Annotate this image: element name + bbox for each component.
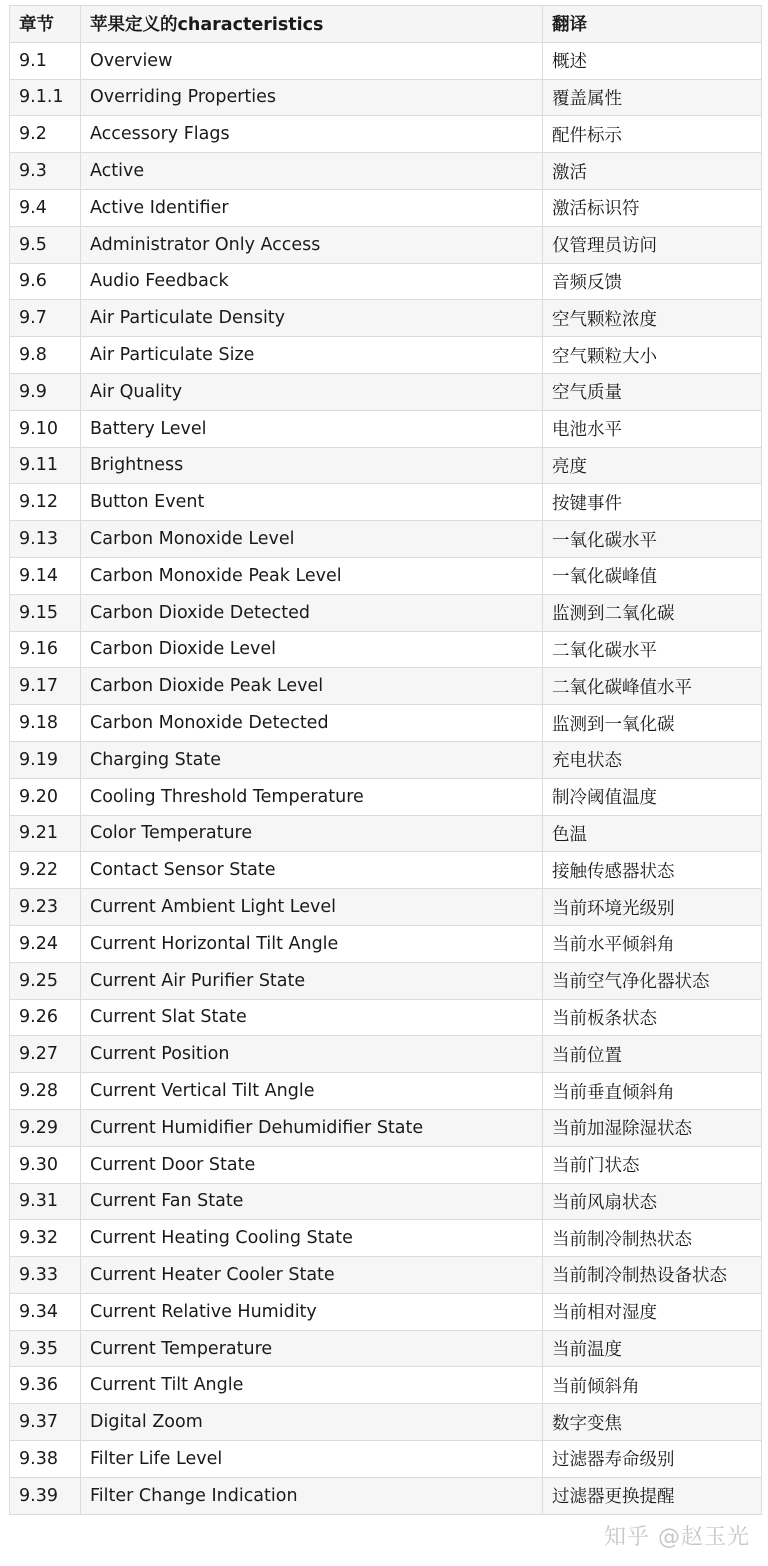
cell-chapter: 9.29: [10, 1109, 81, 1146]
cell-characteristic: Audio Feedback: [81, 263, 543, 300]
cell-translation: 当前环境光级别: [543, 889, 762, 926]
cell-chapter: 9.13: [10, 521, 81, 558]
table-row: [10, 1330, 762, 1367]
cell-chapter: 9.34: [10, 1293, 81, 1330]
cell-translation: 当前位置: [543, 1036, 762, 1073]
cell-characteristic: Active Identifier: [81, 189, 543, 226]
cell-characteristic: Current Slat State: [81, 999, 543, 1036]
cell-characteristic: Carbon Monoxide Detected: [81, 705, 543, 742]
cell-chapter: 9.10: [10, 410, 81, 447]
table-row: [10, 815, 762, 852]
cell-chapter: 9.30: [10, 1146, 81, 1183]
header-characteristic: 苹果定义的characteristics: [81, 6, 543, 43]
cell-translation: 充电状态: [543, 741, 762, 778]
cell-translation: 当前制冷制热状态: [543, 1220, 762, 1257]
cell-chapter: 9.38: [10, 1441, 81, 1478]
cell-translation: 仅管理员访问: [543, 226, 762, 263]
cell-chapter: 9.16: [10, 631, 81, 668]
table-row: [10, 1073, 762, 1110]
cell-translation: 监测到一氧化碳: [543, 705, 762, 742]
table-row: [10, 999, 762, 1036]
table-row: [10, 741, 762, 778]
cell-translation: 按键事件: [543, 484, 762, 521]
table-row: [10, 1109, 762, 1146]
table-row: [10, 447, 762, 484]
table-row: [10, 189, 762, 226]
cell-chapter: 9.26: [10, 999, 81, 1036]
cell-characteristic: Current Tilt Angle: [81, 1367, 543, 1404]
cell-translation: 色温: [543, 815, 762, 852]
table-row: [10, 852, 762, 889]
cell-translation: 当前风扇状态: [543, 1183, 762, 1220]
cell-chapter: 9.37: [10, 1404, 81, 1441]
cell-characteristic: Filter Change Indication: [81, 1477, 543, 1514]
table-row: [10, 116, 762, 153]
table-row: [10, 300, 762, 337]
cell-translation: 过滤器更换提醒: [543, 1477, 762, 1514]
cell-translation: 当前相对湿度: [543, 1293, 762, 1330]
table-row: [10, 1220, 762, 1257]
cell-chapter: 9.1.1: [10, 79, 81, 116]
table-row: [10, 594, 762, 631]
cell-translation: 一氧化碳水平: [543, 521, 762, 558]
cell-chapter: 9.32: [10, 1220, 81, 1257]
cell-translation: 音频反馈: [543, 263, 762, 300]
cell-characteristic: Overriding Properties: [81, 79, 543, 116]
cell-chapter: 9.20: [10, 778, 81, 815]
cell-chapter: 9.25: [10, 962, 81, 999]
table-row: [10, 337, 762, 374]
cell-characteristic: Digital Zoom: [81, 1404, 543, 1441]
cell-characteristic: Carbon Monoxide Level: [81, 521, 543, 558]
cell-characteristic: Current Heating Cooling State: [81, 1220, 543, 1257]
cell-translation: 数字变焦: [543, 1404, 762, 1441]
cell-translation: 亮度: [543, 447, 762, 484]
cell-chapter: 9.12: [10, 484, 81, 521]
cell-characteristic: Current Temperature: [81, 1330, 543, 1367]
cell-characteristic: Cooling Threshold Temperature: [81, 778, 543, 815]
cell-translation: 制冷阈值温度: [543, 778, 762, 815]
cell-translation: 激活标识符: [543, 189, 762, 226]
cell-translation: 二氧化碳水平: [543, 631, 762, 668]
cell-translation: 空气质量: [543, 373, 762, 410]
cell-chapter: 9.27: [10, 1036, 81, 1073]
cell-chapter: 9.21: [10, 815, 81, 852]
header-translation: 翻译: [543, 6, 762, 43]
cell-characteristic: Current Vertical Tilt Angle: [81, 1073, 543, 1110]
cell-translation: 当前空气净化器状态: [543, 962, 762, 999]
cell-translation: 一氧化碳峰值: [543, 557, 762, 594]
table-row: [10, 1183, 762, 1220]
table-row: [10, 1146, 762, 1183]
cell-characteristic: Carbon Dioxide Level: [81, 631, 543, 668]
cell-characteristic: Current Heater Cooler State: [81, 1257, 543, 1294]
cell-translation: 激活: [543, 153, 762, 190]
cell-characteristic: Brightness: [81, 447, 543, 484]
cell-chapter: 9.9: [10, 373, 81, 410]
cell-chapter: 9.17: [10, 668, 81, 705]
table-row: [10, 557, 762, 594]
cell-characteristic: Contact Sensor State: [81, 852, 543, 889]
cell-chapter: 9.6: [10, 263, 81, 300]
table-row: [10, 226, 762, 263]
cell-translation: 当前温度: [543, 1330, 762, 1367]
cell-translation: 当前门状态: [543, 1146, 762, 1183]
table-row: [10, 925, 762, 962]
cell-translation: 当前制冷制热设备状态: [543, 1257, 762, 1294]
cell-translation: 二氧化碳峰值水平: [543, 668, 762, 705]
cell-characteristic: Current Humidifier Dehumidifier State: [81, 1109, 543, 1146]
cell-characteristic: Air Quality: [81, 373, 543, 410]
cell-translation: 监测到二氧化碳: [543, 594, 762, 631]
cell-characteristic: Administrator Only Access: [81, 226, 543, 263]
cell-chapter: 9.18: [10, 705, 81, 742]
cell-characteristic: Current Door State: [81, 1146, 543, 1183]
cell-translation: 概述: [543, 42, 762, 79]
table-row: [10, 263, 762, 300]
header-chapter: 章节: [10, 6, 81, 43]
table-row: [10, 373, 762, 410]
cell-chapter: 9.4: [10, 189, 81, 226]
cell-characteristic: Color Temperature: [81, 815, 543, 852]
cell-chapter: 9.28: [10, 1073, 81, 1110]
cell-chapter: 9.11: [10, 447, 81, 484]
table-row: [10, 153, 762, 190]
cell-characteristic: Current Ambient Light Level: [81, 889, 543, 926]
cell-characteristic: Carbon Monoxide Peak Level: [81, 557, 543, 594]
cell-characteristic: Current Horizontal Tilt Angle: [81, 925, 543, 962]
cell-translation: 当前倾斜角: [543, 1367, 762, 1404]
cell-translation: 接触传感器状态: [543, 852, 762, 889]
cell-characteristic: Carbon Dioxide Peak Level: [81, 668, 543, 705]
cell-chapter: 9.31: [10, 1183, 81, 1220]
cell-translation: 电池水平: [543, 410, 762, 447]
cell-chapter: 9.36: [10, 1367, 81, 1404]
table-row: [10, 410, 762, 447]
cell-translation: 当前板条状态: [543, 999, 762, 1036]
table-row: [10, 1257, 762, 1294]
cell-translation: 空气颗粒大小: [543, 337, 762, 374]
cell-chapter: 9.3: [10, 153, 81, 190]
table-row: [10, 484, 762, 521]
table-header: [10, 6, 762, 43]
cell-characteristic: Active: [81, 153, 543, 190]
characteristics-table: [9, 5, 762, 1515]
table-row: [10, 1404, 762, 1441]
watermark: 知乎 @赵玉光: [604, 1525, 750, 1550]
table-row: [10, 42, 762, 79]
cell-characteristic: Current Air Purifier State: [81, 962, 543, 999]
cell-chapter: 9.33: [10, 1257, 81, 1294]
cell-characteristic: Air Particulate Size: [81, 337, 543, 374]
cell-chapter: 9.1: [10, 42, 81, 79]
cell-translation: 覆盖属性: [543, 79, 762, 116]
table-row: [10, 79, 762, 116]
cell-translation: 当前水平倾斜角: [543, 925, 762, 962]
cell-characteristic: Overview: [81, 42, 543, 79]
cell-chapter: 9.19: [10, 741, 81, 778]
cell-translation: 过滤器寿命级别: [543, 1441, 762, 1478]
table-row: [10, 1293, 762, 1330]
cell-characteristic: Carbon Dioxide Detected: [81, 594, 543, 631]
table-row: [10, 962, 762, 999]
cell-chapter: 9.35: [10, 1330, 81, 1367]
cell-chapter: 9.14: [10, 557, 81, 594]
table-row: [10, 889, 762, 926]
cell-chapter: 9.23: [10, 889, 81, 926]
table-row: [10, 1036, 762, 1073]
table-row: [10, 668, 762, 705]
cell-chapter: 9.15: [10, 594, 81, 631]
table-row: [10, 1367, 762, 1404]
cell-translation: 当前垂直倾斜角: [543, 1073, 762, 1110]
cell-chapter: 9.2: [10, 116, 81, 153]
cell-chapter: 9.24: [10, 925, 81, 962]
cell-characteristic: Air Particulate Density: [81, 300, 543, 337]
cell-translation: 配件标示: [543, 116, 762, 153]
cell-chapter: 9.7: [10, 300, 81, 337]
cell-characteristic: Filter Life Level: [81, 1441, 543, 1478]
cell-characteristic: Accessory Flags: [81, 116, 543, 153]
table-row: [10, 521, 762, 558]
cell-characteristic: Button Event: [81, 484, 543, 521]
table-row: [10, 705, 762, 742]
table-row: [10, 1477, 762, 1514]
characteristics-table-container: [9, 5, 761, 1515]
cell-chapter: 9.22: [10, 852, 81, 889]
cell-translation: 当前加湿除湿状态: [543, 1109, 762, 1146]
cell-characteristic: Current Relative Humidity: [81, 1293, 543, 1330]
cell-chapter: 9.8: [10, 337, 81, 374]
table-row: [10, 1441, 762, 1478]
cell-characteristic: Battery Level: [81, 410, 543, 447]
header-row: [10, 6, 762, 43]
table-row: [10, 778, 762, 815]
table-row: [10, 631, 762, 668]
cell-chapter: 9.5: [10, 226, 81, 263]
cell-characteristic: Charging State: [81, 741, 543, 778]
cell-characteristic: Current Position: [81, 1036, 543, 1073]
cell-translation: 空气颗粒浓度: [543, 300, 762, 337]
cell-characteristic: Current Fan State: [81, 1183, 543, 1220]
cell-chapter: 9.39: [10, 1477, 81, 1514]
table-body: [10, 42, 762, 1514]
